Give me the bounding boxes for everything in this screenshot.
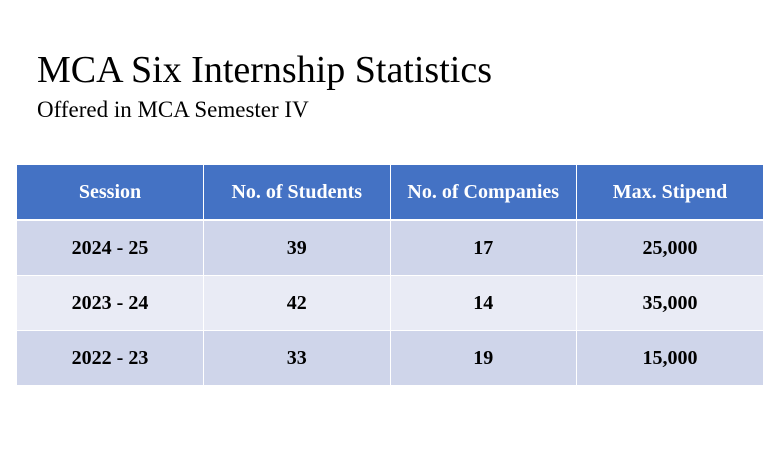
cell-companies: 19: [390, 331, 577, 386]
table-row: [17, 220, 763, 276]
cell-max-stipend: 25,000: [577, 220, 764, 276]
cell-max-stipend: 35,000: [577, 276, 764, 331]
cell-students: 33: [204, 331, 391, 386]
column-header-max-stipend: Max. Stipend: [577, 165, 764, 220]
internship-stats-table: [17, 165, 763, 386]
table-header-row: [17, 165, 763, 220]
column-header-session: Session: [17, 165, 204, 220]
cell-session: 2024 - 25: [17, 220, 204, 276]
table-row: [17, 331, 763, 386]
page-subtitle: Offered in MCA Semester IV: [37, 97, 309, 122]
cell-max-stipend: 15,000: [577, 331, 764, 386]
cell-companies: 14: [390, 276, 577, 331]
cell-students: 39: [204, 220, 391, 276]
page-title: MCA Six Internship Statistics: [37, 49, 492, 91]
column-header-companies: No. of Companies: [390, 165, 577, 220]
cell-students: 42: [204, 276, 391, 331]
table-row: [17, 276, 763, 331]
cell-session: 2023 - 24: [17, 276, 204, 331]
column-header-students: No. of Students: [204, 165, 391, 220]
cell-companies: 17: [390, 220, 577, 276]
cell-session: 2022 - 23: [17, 331, 204, 386]
